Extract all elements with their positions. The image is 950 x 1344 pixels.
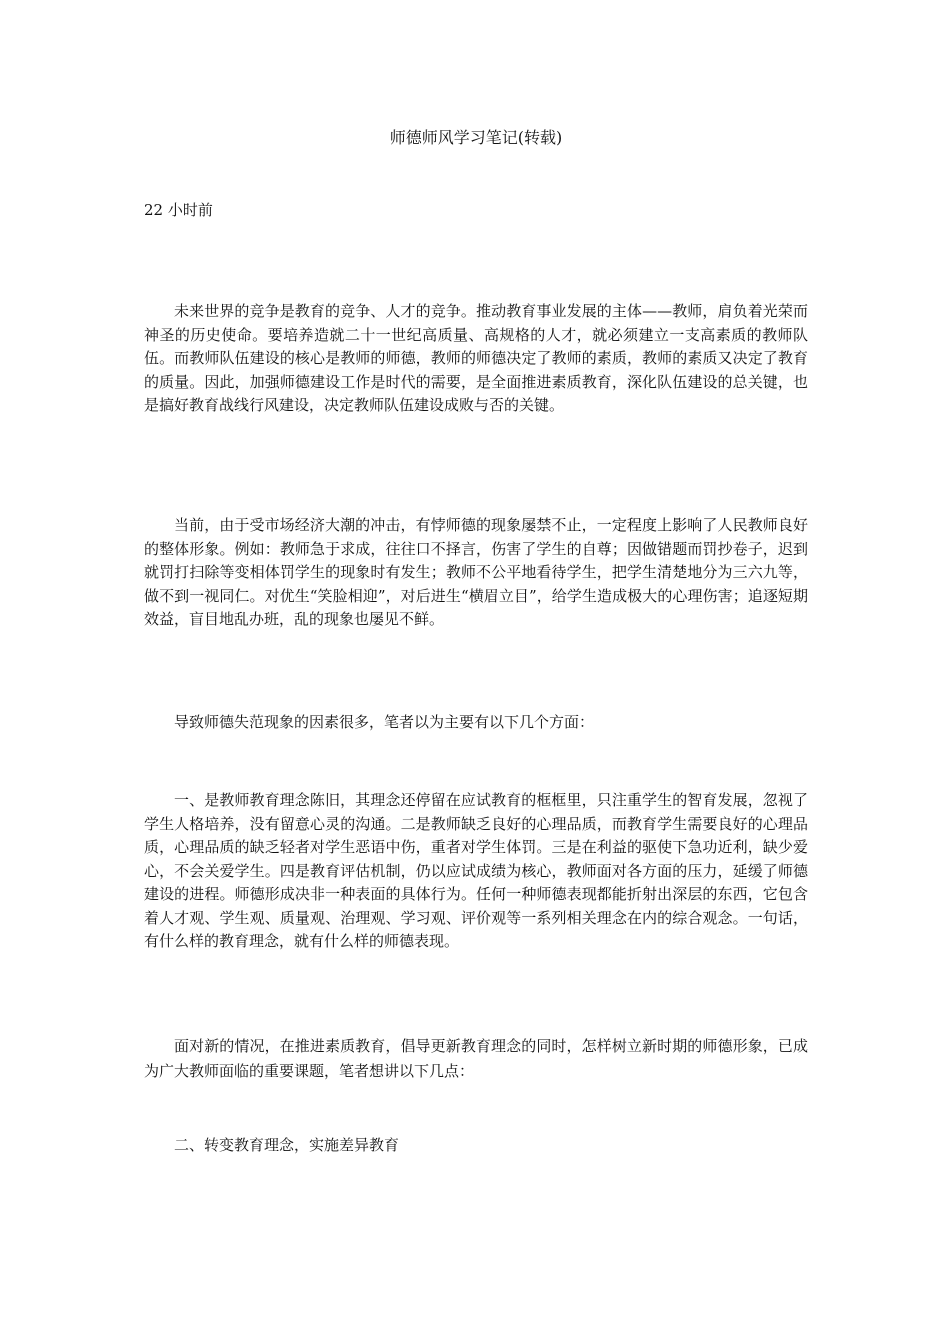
paragraph-new-situation: 面对新的情况，在推进素质教育，倡导更新教育理念的同时，怎样树立新时期的师德形象，已成为广大教师面临的重要课题，笔者想讲以下几点： <box>144 1037 808 1080</box>
paragraph-current-situation: 当前，由于受市场经济大潮的冲击，有悖师德的现象屡禁不止，一定程度上影响了人民教师良好的整体形象。例如：教师急于求成，往往口不择言，伤害了学生的自尊；因做错题而罚抄卷子，迟到就罚打扫除等变相体罚学生的现象时有发生；教师不公平地看待学生，把学生清楚地分为三六九等，做不到一视同仁。对优生“笑脸相迎”，对后进生“横眉立目”，给学生造成极大的心理伤害；追逐短期效益，盲目地乱办班，乱的现象也屡见不鲜。 <box>144 516 808 628</box>
paragraph-intro: 未来世界的竞争是教育的竞争、人才的竞争。推动教育事业发展的主体——教师，肩负着光荣而神圣的历史使命。要培养造就二十一世纪高质量、高规格的人才，就必须建立一支高素质的教师队伍。而教师队伍建设的核心是教师的师德，教师的师德决定了教师的素质，教师的素质又决定了教育的质量。因此，加强师德建设工作是时代的需要，是全面推进素质教育，深化队伍建设的总关键，也是搞好教育战线行风建设，决定教师队伍建设成败与否的关键。 <box>144 302 808 414</box>
section-heading-2: 二、转变教育理念，实施差异教育 <box>174 1136 400 1154</box>
paragraph-causes-detail: 一、是教师教育理念陈旧，其理念还停留在应试教育的框框里，只注重学生的智育发展，忽视了学生人格培养，没有留意心灵的沟通。二是教师缺乏良好的心理品质，而教育学生需要良好的心理品质，心理品质的缺乏轻者对学生恶语中伤，重者对学生体罚。三是在利益的驱使下急功近利，缺少爱心，不会关爱学生。四是教育评估机制，仍以应试成绩为核心，教师面对各方面的压力，延缓了师德建设的进程。师德形成决非一种表面的具体行为。任何一种师德表现都能折射出深层的东西，它包含着人才观、学生观、质量观、治理观、学习观、评价观等一系列相关理念在内的综合观念。一句话，有什么样的教育理念，就有什么样的师德表现。 <box>144 791 808 950</box>
document-title: 师德师风学习笔记(转载) <box>389 128 563 147</box>
post-timestamp: 22 小时前 <box>144 201 213 219</box>
paragraph-causes-intro: 导致师德失范现象的因素很多，笔者以为主要有以下几个方面： <box>174 713 595 731</box>
